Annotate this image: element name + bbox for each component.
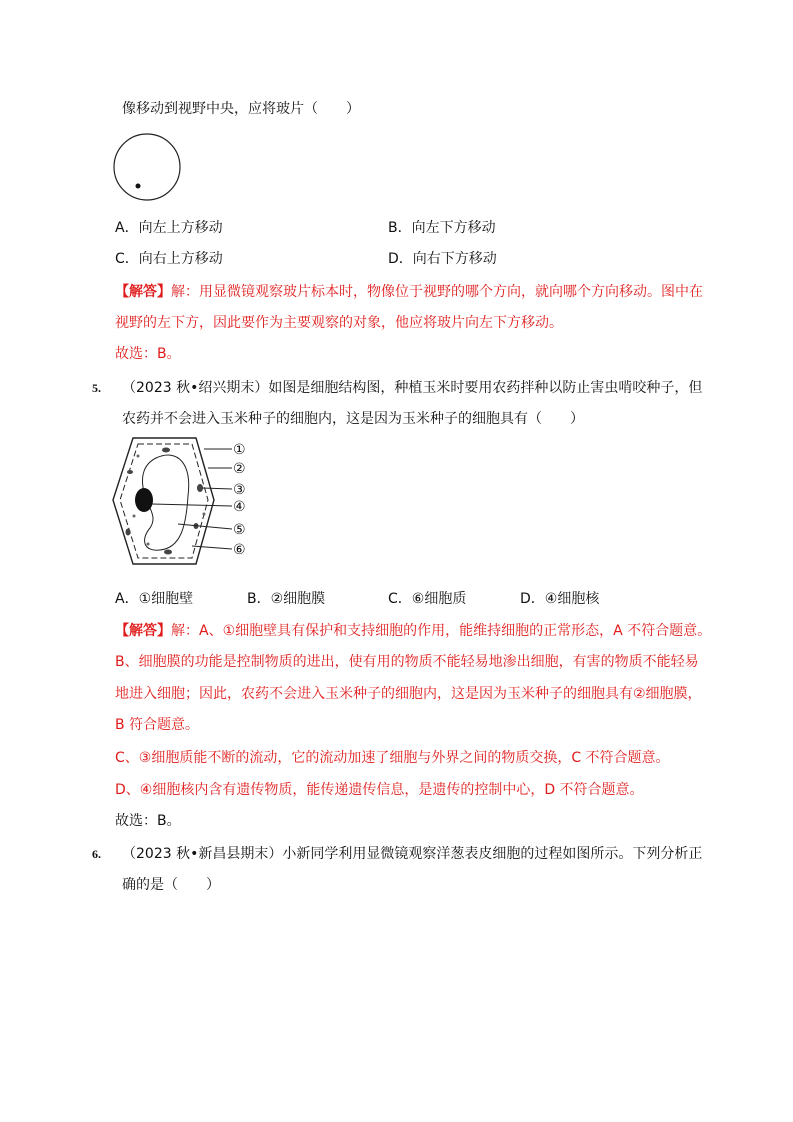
pointer-4 — [152, 504, 232, 506]
object-image-dot — [136, 184, 141, 189]
q4-option-a[interactable]: A．向左上方移动 — [115, 220, 223, 236]
q5-option-c[interactable]: C．⑥细胞质 — [388, 591, 467, 607]
cell-label-6: ⑥ — [233, 542, 246, 558]
granule-2 — [203, 513, 206, 516]
granule-1 — [137, 455, 140, 458]
plant-cell-figure — [108, 436, 258, 570]
field-of-view-circle — [114, 134, 180, 200]
q6-number: 6. — [92, 847, 101, 861]
chloroplast-4 — [164, 550, 172, 555]
q5-option-d[interactable]: D．④细胞核 — [520, 591, 600, 607]
q5-answer-line4: B 符合题意。 — [115, 717, 200, 733]
chloroplast-1 — [162, 448, 170, 453]
cell-wall-outer — [113, 438, 214, 564]
q4-answer-line1 — [115, 282, 703, 302]
pointer-3 — [202, 488, 232, 489]
q6-stem-line1: （2023 秋•新昌县期末）小新同学利用显微镜观察洋葱表皮细胞的过程如图所示。下列分析正 — [122, 846, 703, 862]
cell-label-2: ② — [233, 461, 246, 477]
q4-answer-line2: 视野的左下方，因此要作为主要观察的对象，他应将玻片向左下方移动。 — [115, 315, 563, 331]
q4-option-b[interactable]: B．向左下方移动 — [388, 220, 496, 236]
q4-answer-text: 解：用显微镜观察玻片标本时，物像位于视野的哪个方向，就向哪个方向移动。图中在 — [171, 284, 703, 300]
nucleus — [135, 488, 153, 512]
q5-option-a[interactable]: A．①细胞壁 — [115, 591, 194, 607]
q5-answer-text: 解：A、①细胞壁具有保护和支持细胞的作用，能维持细胞的正常形态，A 不符合题意。 — [171, 623, 712, 639]
pointer-6 — [192, 546, 232, 549]
cell-label-1: ① — [233, 442, 246, 458]
q5-answer-line1 — [115, 621, 711, 641]
cell-label-5: ⑤ — [233, 522, 246, 538]
answer-tag: 【解答】 — [115, 284, 171, 300]
granule-4 — [133, 515, 136, 518]
answer-tag: 【解答】 — [115, 623, 171, 639]
chloroplast-3 — [127, 470, 133, 474]
granule-3 — [147, 543, 150, 546]
cell-label-4: ④ — [233, 499, 246, 515]
q4-option-c[interactable]: C．向右上方移动 — [115, 251, 223, 267]
q5-stem-line1: （2023 秋•绍兴期末）如图是细胞结构图，种植玉米时要用农药拌种以防止害虫啃咬种子，但 — [122, 380, 703, 396]
q5-option-b[interactable]: B．②细胞膜 — [247, 591, 326, 607]
q4-stem-continuation: 像移动到视野中央，应将玻片（ ） — [122, 101, 360, 117]
q4-option-d[interactable]: D．向右下方移动 — [388, 251, 497, 267]
chloroplast-5 — [126, 529, 131, 536]
q5-choice: 故选：B。 — [115, 813, 181, 829]
q5-answer-line5: C、③细胞质能不断的流动，它的流动加速了细胞与外界之间的物质交换，C 不符合题意。 — [115, 750, 670, 766]
q5-answer-line3: 地进入细胞；因此，农药不会进入玉米种子的细胞内，这是因为玉米种子的细胞具有②细胞膜， — [115, 686, 702, 702]
q5-stem-line2: 农药并不会进入玉米种子的细胞内，这是因为玉米种子的细胞具有（ ） — [122, 411, 584, 427]
q5-answer-line2: B、细胞膜的功能是控制物质的进出，使有用的物质不能轻易地渗出细胞，有害的物质不能轻易 — [115, 654, 699, 670]
pointer-5 — [178, 524, 232, 529]
microscope-field-figure — [112, 133, 184, 203]
q4-choice: 故选：B。 — [115, 346, 181, 362]
cell-label-3: ③ — [233, 482, 246, 498]
q5-answer-line6: D、④细胞核内含有遗传物质，能传递遗传信息，是遗传的控制中心，D 不符合题意。 — [115, 782, 644, 798]
q6-stem-line2: 确的是（ ） — [122, 877, 220, 893]
q5-number: 5. — [92, 381, 101, 395]
cell-membrane — [120, 444, 208, 558]
